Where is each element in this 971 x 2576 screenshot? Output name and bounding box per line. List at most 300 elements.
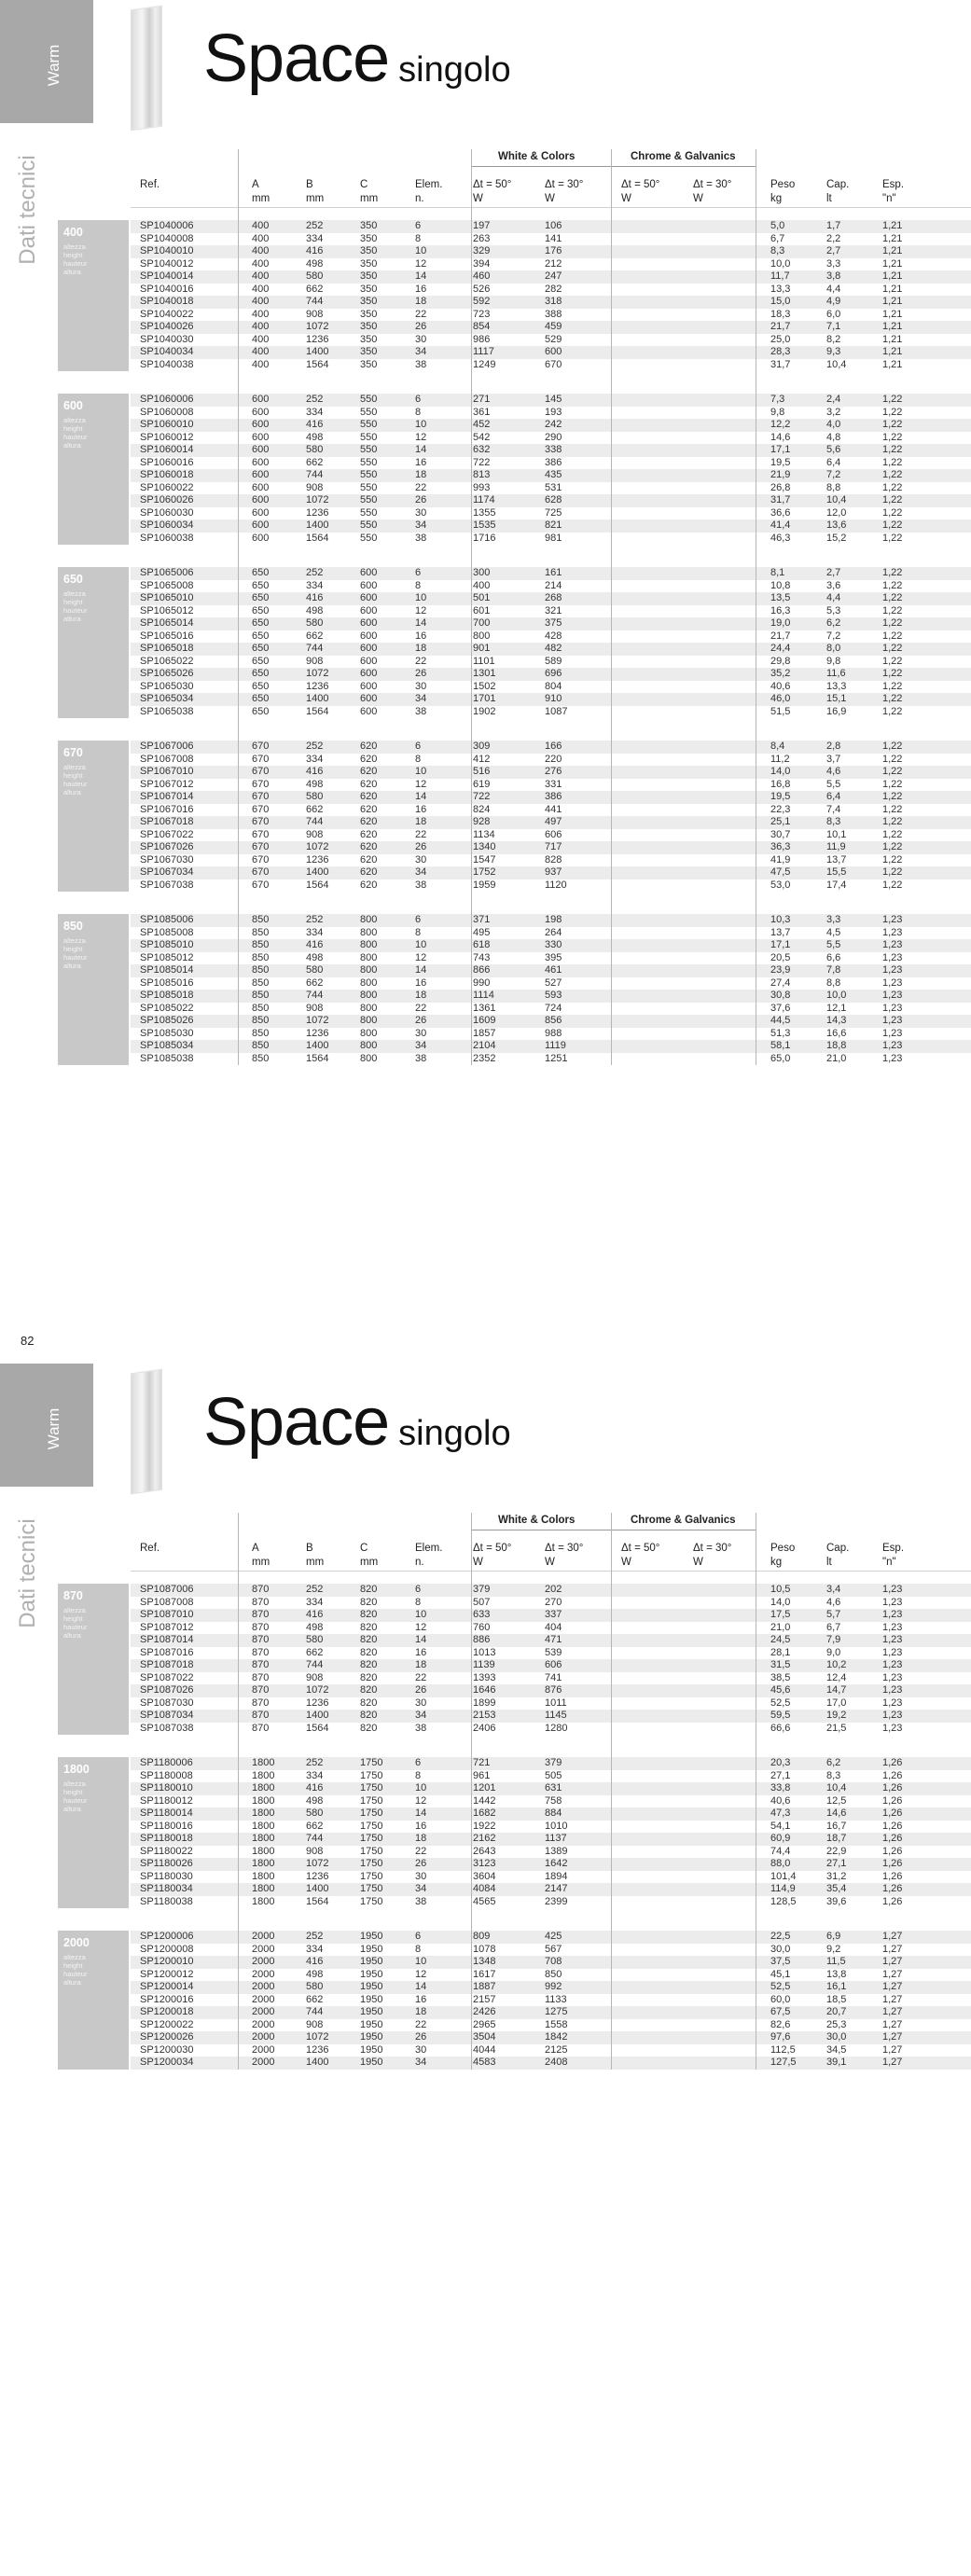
table-cell: 600: [360, 567, 378, 578]
sublabel-line: height: [63, 1788, 83, 1796]
table-cell: 529: [545, 333, 562, 345]
table-cell: SP1060010: [140, 419, 194, 430]
table-cell: 31,2: [826, 1870, 847, 1882]
sublabel-line: height: [63, 1614, 83, 1623]
table-row: [131, 1846, 971, 1859]
table-cell: 1389: [545, 1845, 568, 1857]
table-cell: 2000: [252, 2043, 275, 2056]
product-title-sub: singolo: [398, 50, 511, 90]
table-row: [131, 1994, 971, 2007]
table-cell: 2965: [473, 2018, 496, 2030]
table-cell: 114,9: [770, 1883, 796, 1894]
table-cell: SP1060034: [140, 519, 194, 531]
table-cell: 650: [252, 643, 270, 654]
table-cell: 820: [360, 1609, 378, 1620]
table-cell: 214: [545, 579, 562, 591]
table-cell: 606: [545, 1659, 562, 1670]
table-cell: 53,0: [770, 879, 791, 891]
table-cell: 14,3: [826, 1015, 847, 1026]
table-row: [131, 419, 971, 432]
table-cell: 580: [306, 1981, 324, 1992]
group-height-sublabel: [63, 1780, 87, 1813]
table-cell: 47,3: [770, 1807, 791, 1819]
table-cell: 11,7: [770, 270, 790, 282]
table-cell: 1,26: [882, 1820, 903, 1832]
table-cell: 1,22: [882, 853, 903, 866]
table-cell: 12: [415, 1794, 427, 1807]
radiator-image: [131, 6, 162, 132]
table-cell: 550: [360, 394, 378, 405]
table-cell: 1,22: [882, 431, 903, 443]
table-row: [131, 1782, 971, 1795]
table-cell: SP1200030: [140, 2043, 194, 2056]
sublabel-line: height: [63, 598, 83, 606]
table-cell: 404: [545, 1621, 562, 1633]
table-cell: 800: [360, 1015, 378, 1026]
sublabel-line: height: [63, 1961, 83, 1970]
table-cell: 18: [415, 643, 427, 654]
table-row: [131, 2031, 971, 2044]
table-cell: 744: [306, 296, 324, 307]
table-cell: 1,22: [882, 778, 903, 790]
table-cell: 981: [545, 532, 562, 544]
table-cell: 1,21: [882, 232, 903, 244]
table-cell: 498: [306, 1794, 324, 1807]
column-unit: mm: [252, 1557, 270, 1568]
table-cell: 1,22: [882, 693, 903, 704]
table-row: [131, 1672, 971, 1685]
table-cell: 1,21: [882, 333, 903, 345]
table-cell: 19,2: [826, 1710, 847, 1721]
table-cell: 1275: [545, 2006, 568, 2017]
table-cell: 252: [306, 914, 324, 925]
table-row: [131, 1833, 971, 1846]
column-header: C: [360, 1543, 368, 1554]
table-cell: 600: [360, 630, 378, 642]
table-cell: 18: [415, 2006, 427, 2017]
table-cell: 4565: [473, 1895, 496, 1907]
table-cell: 16,9: [826, 705, 847, 717]
table-cell: 908: [306, 828, 324, 840]
sublabel-line: hauteur: [63, 433, 88, 441]
table-cell: 4,6: [826, 1596, 841, 1608]
table-cell: 14: [415, 270, 427, 282]
table-cell: 4,5: [826, 926, 841, 938]
table-cell: SP1085012: [140, 951, 194, 963]
table-cell: 870: [252, 1609, 270, 1620]
table-cell: 1750: [360, 1794, 383, 1807]
table-row: [131, 2044, 971, 2057]
table-cell: 1609: [473, 1015, 496, 1026]
table-cell: 723: [473, 308, 491, 320]
table-cell: 252: [306, 394, 324, 405]
table-cell: 6: [415, 394, 422, 405]
table-cell: 824: [473, 803, 491, 815]
table-cell: 34: [415, 693, 427, 704]
table-cell: 1564: [306, 1722, 329, 1734]
table-cell: 416: [306, 1782, 324, 1794]
table-cell: 2000: [252, 2006, 275, 2017]
table-cell: 1400: [306, 866, 329, 878]
table-cell: 18: [415, 296, 427, 307]
table-cell: 37,5: [770, 1956, 791, 1967]
table-cell: 908: [306, 308, 324, 320]
table-cell: 1,23: [882, 990, 903, 1001]
table-cell: 600: [360, 617, 378, 629]
sublabel-line: altezza: [63, 763, 86, 771]
table-cell: 1400: [306, 1883, 329, 1894]
table-cell: 498: [306, 604, 324, 616]
table-cell: SP1180012: [140, 1794, 193, 1807]
table-cell: 10,4: [826, 1782, 847, 1794]
table-cell: 600: [252, 506, 270, 519]
table-cell: 870: [252, 1646, 270, 1658]
table-cell: 30,8: [770, 990, 791, 1001]
table-cell: 20,3: [770, 1757, 791, 1768]
table-cell: 870: [252, 1584, 270, 1595]
column-header: Δt = 50°: [473, 1543, 512, 1554]
table-cell: 1750: [360, 1870, 383, 1882]
table-cell: 600: [252, 394, 270, 405]
page-number: 82: [21, 1334, 35, 1348]
table-cell: 435: [545, 469, 562, 480]
table-cell: 416: [306, 939, 324, 950]
table-cell: 498: [306, 431, 324, 443]
table-cell: 425: [545, 1931, 562, 1942]
column-group-chrome-galvanics: Chrome & Galvanics: [631, 151, 736, 162]
table-row: [131, 2019, 971, 2032]
table-row: [131, 1015, 971, 1028]
table-row: [131, 630, 971, 644]
table-cell: 550: [360, 481, 378, 493]
table-cell: SP1065008: [140, 579, 194, 591]
table-cell: 1950: [360, 2057, 383, 2068]
column-header: Ref.: [140, 179, 160, 190]
table-cell: 1800: [252, 1820, 275, 1832]
table-cell: 13,7: [826, 853, 847, 866]
column-unit: "n": [882, 193, 896, 204]
table-cell: 8: [415, 1596, 422, 1608]
catalog-page: [0, 1364, 971, 2576]
table-cell: 850: [252, 990, 270, 1001]
table-cell: SP1087038: [140, 1722, 194, 1734]
table-cell: 18: [415, 1659, 427, 1670]
table-cell: 800: [360, 951, 378, 963]
table-cell: 1072: [306, 1858, 329, 1869]
table-cell: 580: [306, 444, 324, 455]
table-cell: 141: [545, 232, 562, 244]
table-cell: 350: [360, 296, 378, 307]
group-height-sublabel: [63, 589, 87, 623]
table-cell: 550: [360, 419, 378, 430]
table-cell: 252: [306, 1584, 324, 1595]
sublabel-line: height: [63, 771, 83, 780]
table-cell: 1,27: [882, 1981, 903, 1992]
table-cell: 11,2: [770, 753, 790, 765]
table-cell: 22: [415, 1845, 427, 1857]
table-cell: 620: [360, 753, 378, 765]
table-cell: 28,1: [770, 1646, 791, 1658]
table-cell: 268: [545, 592, 562, 603]
table-cell: 17,1: [770, 444, 791, 455]
table-cell: 34: [415, 1040, 427, 1051]
table-cell: SP1040026: [140, 321, 194, 332]
table-cell: 12: [415, 1968, 427, 1980]
table-cell: 22: [415, 655, 427, 667]
sublabel-line: altura: [63, 1978, 81, 1987]
table-cell: 908: [306, 2018, 324, 2030]
table-cell: 1750: [360, 1845, 383, 1857]
table-cell: 800: [360, 914, 378, 925]
table-cell: 1,26: [882, 1833, 903, 1844]
table-cell: 35,4: [826, 1883, 847, 1894]
table-cell: 820: [360, 1621, 378, 1633]
table-cell: 662: [306, 630, 324, 642]
table-cell: 1,27: [882, 1931, 903, 1942]
table-cell: 18,7: [826, 1833, 847, 1844]
table-cell: 580: [306, 1634, 324, 1645]
table-cell: 30,7: [770, 828, 791, 840]
table-cell: 550: [360, 494, 378, 506]
table-cell: 400: [252, 220, 270, 231]
table-cell: 1,21: [882, 245, 903, 256]
table-cell: 10: [415, 419, 427, 430]
table-cell: SP1180038: [140, 1895, 193, 1907]
table-row: [131, 1795, 971, 1808]
table-cell: 1,22: [882, 532, 903, 544]
table-cell: SP1040008: [140, 232, 194, 244]
table-cell: 8: [415, 1943, 422, 1955]
table-cell: 800: [360, 1002, 378, 1014]
table-cell: 7,3: [770, 394, 785, 405]
table-row: [131, 296, 971, 309]
table-cell: SP1180010: [140, 1782, 193, 1794]
table-cell: 350: [360, 358, 378, 370]
table-row: [131, 1757, 971, 1770]
table-cell: 40,6: [770, 1794, 791, 1807]
table-row: [131, 656, 971, 669]
table-cell: 1,22: [882, 519, 903, 531]
table-cell: 600: [360, 579, 378, 591]
sublabel-line: height: [63, 424, 83, 433]
table-row: [131, 1597, 971, 1610]
column-unit: W: [693, 1557, 703, 1568]
table-cell: 600: [360, 668, 378, 679]
table-cell: 4,8: [826, 431, 841, 443]
table-row: [131, 1697, 971, 1710]
table-cell: 1,23: [882, 1609, 903, 1620]
table-cell: 16: [415, 456, 427, 468]
table-cell: 7,2: [826, 630, 841, 642]
group-height-sublabel: [63, 416, 87, 450]
sublabel-line: height: [63, 251, 83, 259]
table-cell: 1800: [252, 1883, 275, 1894]
table-cell: 482: [545, 643, 562, 654]
table-cell: 5,5: [826, 939, 841, 950]
table-cell: 27,4: [770, 976, 791, 989]
table-cell: 908: [306, 1002, 324, 1014]
table-cell: 386: [545, 456, 562, 468]
table-cell: 1800: [252, 1807, 275, 1819]
table-cell: 670: [252, 853, 270, 866]
table-cell: 580: [306, 791, 324, 802]
table-cell: 850: [252, 926, 270, 938]
table-cell: 17,4: [826, 879, 847, 891]
group-height-label: [58, 394, 129, 545]
table-cell: 14: [415, 964, 427, 976]
group-height-sublabel: [63, 936, 87, 970]
table-cell: SP1200034: [140, 2057, 194, 2068]
table-row: [131, 927, 971, 940]
table-cell: 4044: [473, 2043, 496, 2056]
table-cell: 452: [473, 419, 491, 430]
table-cell: 820: [360, 1659, 378, 1670]
table-cell: 600: [252, 532, 270, 544]
table-row: [131, 643, 971, 656]
table-cell: 38: [415, 1895, 427, 1907]
table-cell: 600: [252, 519, 270, 531]
table-cell: 550: [360, 519, 378, 531]
table-cell: 670: [545, 358, 562, 370]
table-cell: 338: [545, 444, 562, 455]
table-cell: 1,21: [882, 220, 903, 231]
group-height-label: [58, 567, 129, 718]
table-cell: 592: [473, 296, 491, 307]
table-cell: 870: [252, 1596, 270, 1608]
table-cell: 8,8: [826, 481, 841, 493]
table-row: [131, 706, 971, 719]
table-cell: SP1065030: [140, 680, 194, 692]
height-group: [0, 1584, 971, 1735]
table-row: [131, 1770, 971, 1783]
table-row: [131, 592, 971, 605]
table-cell: 10,8: [770, 579, 791, 591]
table-header: [0, 149, 971, 205]
table-cell: SP1200012: [140, 1968, 194, 1980]
table-cell: 10: [415, 1956, 427, 1967]
column-header: Cap.: [826, 1543, 850, 1554]
table-cell: SP1180008: [140, 1769, 193, 1781]
table-cell: 416: [306, 1956, 324, 1967]
table-cell: 276: [545, 766, 562, 777]
table-row: [131, 879, 971, 893]
table-cell: 15,2: [826, 532, 847, 544]
table-cell: 460: [473, 270, 491, 282]
table-cell: 650: [252, 655, 270, 667]
table-cell: 2157: [473, 1993, 496, 2005]
table-cell: 8,0: [826, 643, 841, 654]
column-header: Δt = 50°: [621, 179, 660, 190]
table-cell: 127,5: [770, 2057, 797, 2068]
table-cell: 22: [415, 308, 427, 320]
table-cell: 198: [545, 914, 562, 925]
table-cell: 8: [415, 232, 422, 244]
table-cell: SP1180034: [140, 1883, 193, 1894]
table-cell: 1355: [473, 506, 496, 519]
table-cell: 6,7: [770, 232, 785, 244]
table-cell: 1145: [545, 1710, 567, 1721]
table-cell: 910: [545, 693, 562, 704]
table-cell: SP1085008: [140, 926, 194, 938]
table-cell: 12: [415, 604, 427, 616]
table-cell: 350: [360, 220, 378, 231]
column-group-white-colors: White & Colors: [498, 151, 576, 162]
table-cell: 600: [252, 419, 270, 430]
table-cell: 580: [306, 964, 324, 976]
table-cell: 350: [360, 321, 378, 332]
table-cell: 41,4: [770, 519, 791, 531]
table-cell: 60,9: [770, 1833, 791, 1844]
table-cell: 15,0: [770, 296, 791, 307]
table-row: [131, 469, 971, 482]
sublabel-line: altezza: [63, 936, 86, 945]
table-cell: 600: [252, 456, 270, 468]
table-cell: 441: [545, 803, 562, 815]
table-cell: 161: [545, 567, 562, 578]
table-cell: SP1085026: [140, 1015, 194, 1026]
table-cell: 361: [473, 406, 491, 418]
table-cell: 1236: [306, 1697, 329, 1709]
table-cell: 334: [306, 926, 324, 938]
table-cell: 8,3: [826, 1769, 841, 1781]
table-row: [131, 270, 971, 284]
table-cell: 20,7: [826, 2006, 847, 2017]
table-cell: 400: [252, 308, 270, 320]
table-row: [131, 533, 971, 546]
table-cell: 1,26: [882, 1807, 903, 1819]
table-cell: 1535: [473, 519, 496, 531]
table-cell: 1,22: [882, 828, 903, 840]
table-cell: 580: [306, 270, 324, 282]
table-row: [131, 1659, 971, 1672]
table-cell: 870: [252, 1671, 270, 1683]
column-header: B: [306, 1543, 313, 1554]
table-cell: 850: [252, 1002, 270, 1014]
table-row: [131, 359, 971, 372]
table-cell: 986: [473, 333, 491, 345]
table-cell: 6,9: [826, 1931, 841, 1942]
table-cell: 1,27: [882, 1956, 903, 1967]
table-cell: SP1065012: [140, 604, 194, 616]
table-cell: 1,21: [882, 358, 903, 370]
table-cell: 1950: [360, 2031, 383, 2043]
table-cell: 662: [306, 1993, 324, 2005]
sublabel-line: altura: [63, 788, 81, 796]
table-cell: 14,6: [826, 1807, 847, 1819]
table-cell: 870: [252, 1621, 270, 1633]
table-cell: 30: [415, 1697, 427, 1709]
table-cell: 5,6: [826, 444, 841, 455]
height-group: [0, 1931, 971, 2070]
table-cell: 428: [545, 630, 562, 642]
table-cell: 22: [415, 1002, 427, 1014]
table-cell: SP1065006: [140, 567, 194, 578]
table-cell: 13,3: [826, 680, 847, 692]
table-cell: 850: [252, 914, 270, 925]
table-row: [131, 220, 971, 233]
table-cell: 821: [545, 519, 562, 531]
table-cell: 54,1: [770, 1820, 791, 1832]
table-cell: 1857: [473, 1027, 496, 1039]
table-cell: 606: [545, 828, 562, 840]
table-cell: 282: [545, 283, 562, 295]
table-cell: 18: [415, 816, 427, 827]
table-cell: 1236: [306, 853, 329, 866]
table-row: [131, 1609, 971, 1622]
table-cell: 252: [306, 220, 324, 231]
table-cell: 334: [306, 1596, 324, 1608]
table-cell: 1,27: [882, 1968, 903, 1980]
